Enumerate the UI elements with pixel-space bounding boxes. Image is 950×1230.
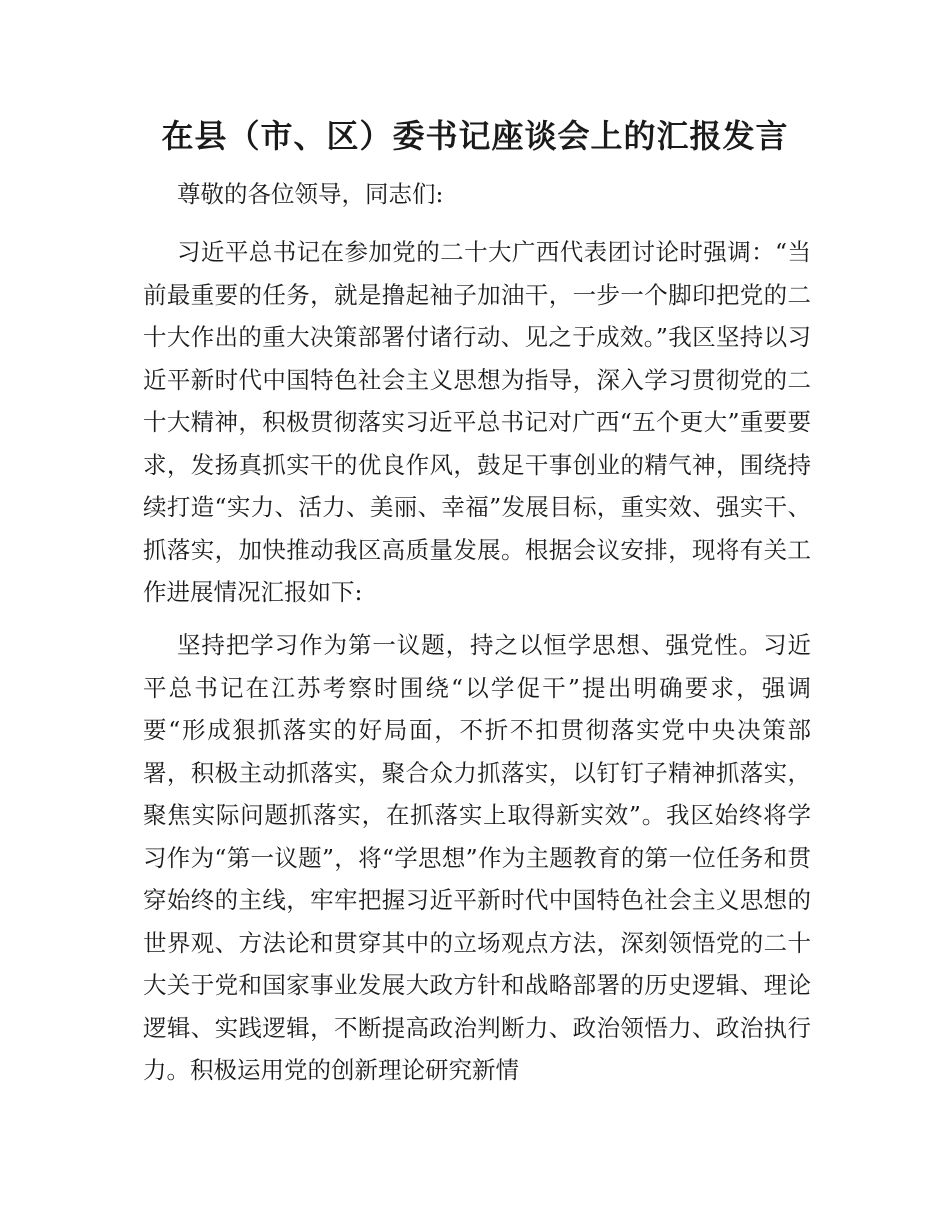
paragraph-2: 坚持把学习作为第一议题，持之以恒学思想、强党性。习近平总书记在江苏考察时围绕“以学促干”提出明确要求，强调要“形成狠抓落实的好局面，不折不扣贯彻落实党中央决策部署，积极主动抓落实，聚合众力抓落实，以钉钉子精神抓落实，聚焦实际问题抓落实，在抓落实上取得新实效”。我区始终将学习作为“第一议题”，将“学思想”作为主题教育的第一位任务和贯穿始终的主线，牢牢把握习近平新时代中国特色社会主义思想的世界观、方法论和贯穿其中的立场观点方法，深刻领悟党的二十大关于党和国家事业发展大政方针和战略部署的历史逻辑、理论逻辑、实践逻辑，不断提高政治判断力、政治领悟力、政治执行力。积极运用党的创新理论研究新情 [143,631,811,1084]
document-title: 在县（市、区）委书记座谈会上的汇报发言 [161,117,789,155]
salutation: 尊敬的各位领导，同志们: [177,180,444,208]
paragraph-1: 习近平总书记在参加党的二十大广西代表团讨论时强调：“当前最重要的任务，就是撸起袖子加油干，一步一个脚印把党的二十大作出的重大决策部署付诸行动、见之于成效。”我区坚持以习近平新时代中国特色社会主义思想为指导，深入学习贯彻党的二十大精神，积极贯彻落实习近平总书记对广西“五个更大”重要要求，发扬真抓实干的优良作风，鼓足干事创业的精气神，围绕持续打造“实力、活力、美丽、幸福”发展目标，重实效、强实干、抓落实，加快推动我区高质量发展。根据会议安排，现将有关工作进展情况汇报如下: [143,238,811,606]
